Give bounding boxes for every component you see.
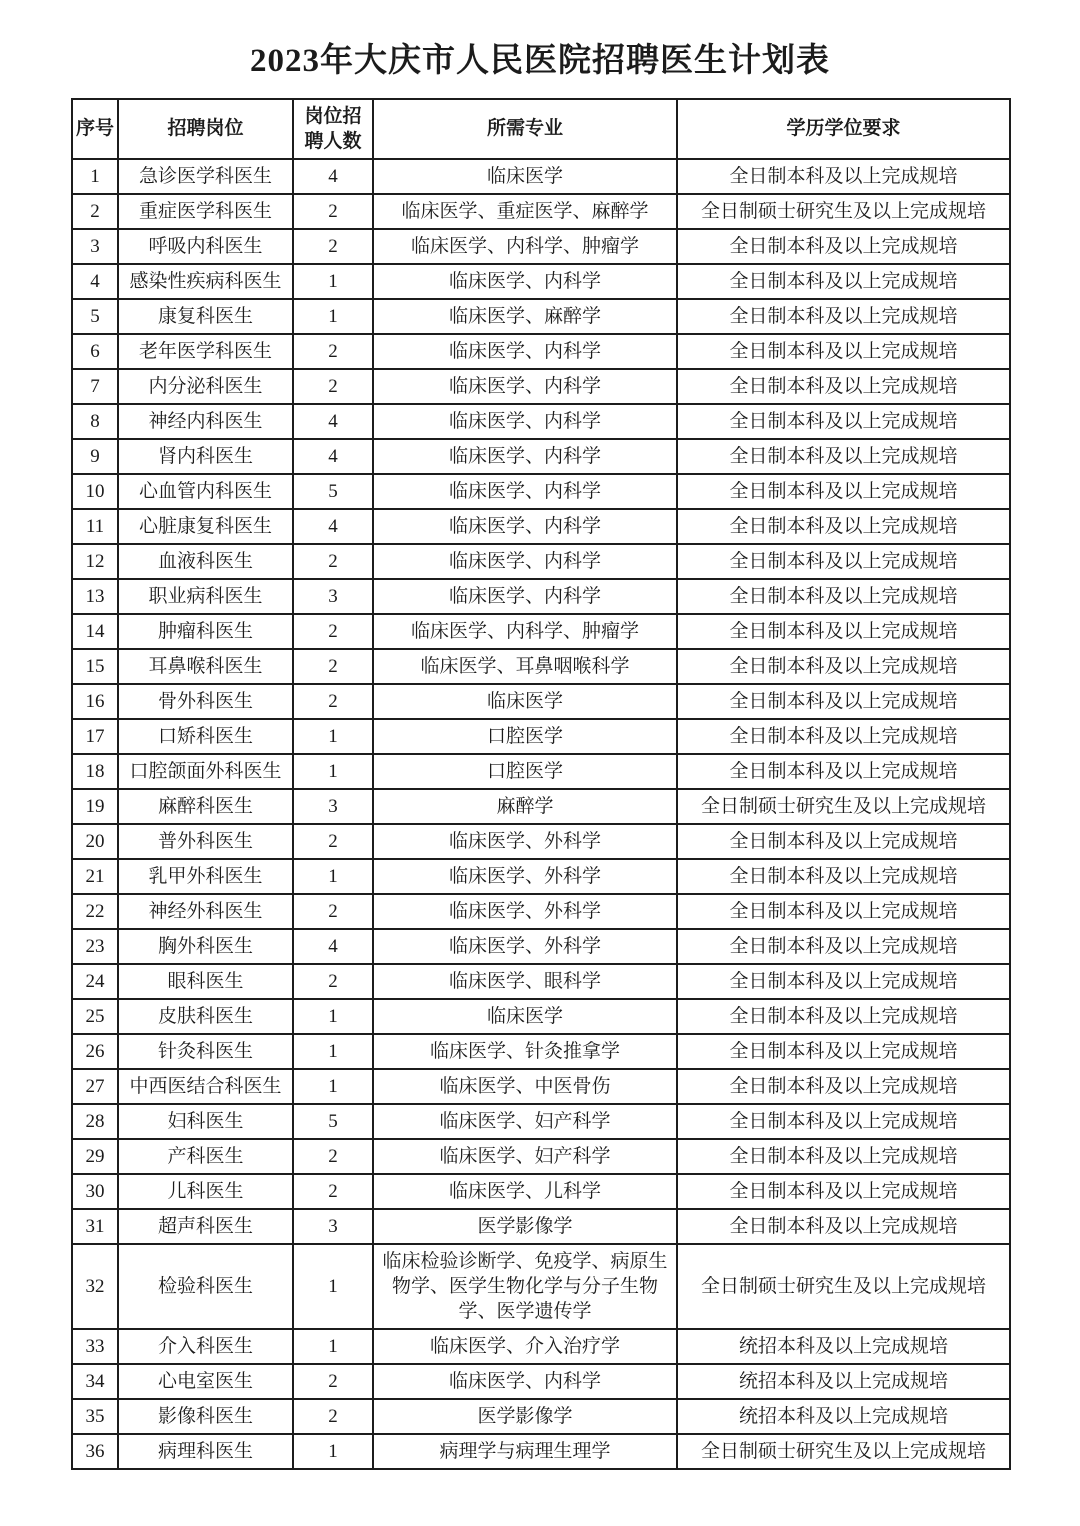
page-title: 2023年大庆市人民医院招聘医生计划表 [250,43,830,79]
cell-position: 针灸科医生 [118,1034,293,1069]
table-row [72,1434,1010,1469]
table-row [72,264,1010,299]
cell-no: 33 [72,1329,118,1364]
table-row [72,334,1010,369]
cell-position: 肿瘤科医生 [118,614,293,649]
cell-requirement: 统招本科及以上完成规培 [677,1329,1010,1364]
cell-major: 临床医学、内科学、肿瘤学 [373,229,677,264]
cell-no: 25 [72,999,118,1034]
cell-requirement: 全日制本科及以上完成规培 [677,299,1010,334]
cell-no: 18 [72,754,118,789]
cell-no: 6 [72,334,118,369]
cell-major: 临床医学、内科学 [373,264,677,299]
cell-count: 2 [293,194,373,229]
cell-major: 麻醉学 [373,789,677,824]
cell-count: 1 [293,264,373,299]
cell-requirement: 全日制本科及以上完成规培 [677,999,1010,1034]
cell-position: 耳鼻喉科医生 [118,649,293,684]
cell-major: 临床医学、内科学 [373,544,677,579]
cell-no: 11 [72,509,118,544]
cell-no: 4 [72,264,118,299]
cell-no: 21 [72,859,118,894]
cell-no: 15 [72,649,118,684]
cell-requirement: 全日制本科及以上完成规培 [677,1069,1010,1104]
cell-count: 2 [293,824,373,859]
cell-no: 26 [72,1034,118,1069]
cell-requirement: 全日制本科及以上完成规培 [677,579,1010,614]
cell-requirement: 全日制硕士研究生及以上完成规培 [677,789,1010,824]
cell-position: 心血管内科医生 [118,474,293,509]
cell-no: 35 [72,1399,118,1434]
cell-no: 16 [72,684,118,719]
cell-position: 呼吸内科医生 [118,229,293,264]
cell-position: 心电室医生 [118,1364,293,1399]
cell-major: 医学影像学 [373,1209,677,1244]
cell-position: 妇科医生 [118,1104,293,1139]
cell-count: 2 [293,649,373,684]
cell-count: 2 [293,1364,373,1399]
table-row [72,719,1010,754]
table-row [72,614,1010,649]
cell-major: 临床医学、内科学 [373,509,677,544]
cell-count: 2 [293,894,373,929]
cell-position: 骨外科医生 [118,684,293,719]
table-row [72,369,1010,404]
cell-requirement: 全日制本科及以上完成规培 [677,859,1010,894]
cell-position: 血液科医生 [118,544,293,579]
cell-no: 22 [72,894,118,929]
cell-major: 临床医学、内科学 [373,404,677,439]
table-row [72,1104,1010,1139]
table-row [72,1209,1010,1244]
table-row [72,1034,1010,1069]
cell-position: 产科医生 [118,1139,293,1174]
cell-no: 1 [72,159,118,194]
table-row [72,1364,1010,1399]
table-row [72,999,1010,1034]
cell-count: 3 [293,789,373,824]
cell-no: 29 [72,1139,118,1174]
cell-no: 5 [72,299,118,334]
cell-position: 内分泌科医生 [118,369,293,404]
header-row [72,99,1010,159]
table-row [72,824,1010,859]
cell-no: 10 [72,474,118,509]
cell-major: 临床医学、妇产科学 [373,1104,677,1139]
table-row [72,1139,1010,1174]
cell-position: 乳甲外科医生 [118,859,293,894]
table-body [72,159,1010,1469]
cell-count: 3 [293,1209,373,1244]
cell-requirement: 全日制本科及以上完成规培 [677,824,1010,859]
cell-count: 2 [293,369,373,404]
cell-position: 中西医结合科医生 [118,1069,293,1104]
cell-requirement: 全日制本科及以上完成规培 [677,684,1010,719]
cell-no: 14 [72,614,118,649]
cell-requirement: 全日制硕士研究生及以上完成规培 [677,1434,1010,1469]
cell-major: 临床医学、麻醉学 [373,299,677,334]
cell-requirement: 全日制本科及以上完成规培 [677,159,1010,194]
cell-requirement: 全日制本科及以上完成规培 [677,509,1010,544]
cell-count: 4 [293,404,373,439]
cell-no: 12 [72,544,118,579]
cell-position: 急诊医学科医生 [118,159,293,194]
cell-no: 23 [72,929,118,964]
cell-major: 临床医学、介入治疗学 [373,1329,677,1364]
cell-requirement: 全日制本科及以上完成规培 [677,404,1010,439]
cell-count: 1 [293,299,373,334]
cell-major: 临床医学、外科学 [373,894,677,929]
cell-requirement: 全日制本科及以上完成规培 [677,544,1010,579]
cell-position: 重症医学科医生 [118,194,293,229]
cell-requirement: 全日制本科及以上完成规培 [677,1139,1010,1174]
cell-no: 30 [72,1174,118,1209]
cell-position: 神经外科医生 [118,894,293,929]
cell-requirement: 全日制本科及以上完成规培 [677,439,1010,474]
cell-position: 肾内科医生 [118,439,293,474]
cell-count: 5 [293,474,373,509]
cell-position: 检验科医生 [118,1244,293,1329]
cell-major: 临床医学 [373,684,677,719]
cell-major: 临床医学、妇产科学 [373,1139,677,1174]
cell-major: 临床医学、外科学 [373,929,677,964]
table-row [72,1244,1010,1329]
cell-major: 临床检验诊断学、免疫学、病原生物学、医学生物化学与分子生物学、医学遗传学 [373,1244,677,1329]
cell-count: 2 [293,1174,373,1209]
cell-count: 2 [293,1399,373,1434]
cell-major: 临床医学、儿科学 [373,1174,677,1209]
cell-requirement: 全日制本科及以上完成规培 [677,1104,1010,1139]
cell-count: 2 [293,1139,373,1174]
table-row [72,929,1010,964]
cell-count: 2 [293,684,373,719]
cell-no: 13 [72,579,118,614]
cell-position: 皮肤科医生 [118,999,293,1034]
table-row [72,789,1010,824]
cell-no: 31 [72,1209,118,1244]
cell-requirement: 全日制本科及以上完成规培 [677,754,1010,789]
cell-no: 8 [72,404,118,439]
header-major: 所需专业 [373,99,677,159]
cell-count: 1 [293,1329,373,1364]
cell-count: 2 [293,964,373,999]
table-row [72,544,1010,579]
cell-major: 口腔医学 [373,754,677,789]
table-row [72,894,1010,929]
table-row [72,754,1010,789]
cell-major: 临床医学、内科学 [373,474,677,509]
cell-count: 1 [293,999,373,1034]
cell-major: 临床医学、内科学 [373,579,677,614]
cell-position: 康复科医生 [118,299,293,334]
cell-position: 老年医学科医生 [118,334,293,369]
cell-position: 胸外科医生 [118,929,293,964]
cell-major: 临床医学、外科学 [373,859,677,894]
cell-no: 34 [72,1364,118,1399]
cell-count: 1 [293,859,373,894]
cell-major: 临床医学 [373,159,677,194]
cell-requirement: 全日制本科及以上完成规培 [677,1174,1010,1209]
table-row [72,1069,1010,1104]
table-row [72,964,1010,999]
table-row [72,159,1010,194]
cell-count: 2 [293,544,373,579]
cell-no: 7 [72,369,118,404]
recruitment-table [71,98,1011,1470]
cell-count: 4 [293,439,373,474]
header-requirement: 学历学位要求 [677,99,1010,159]
cell-major: 临床医学、内科学 [373,1364,677,1399]
cell-requirement: 全日制本科及以上完成规培 [677,229,1010,264]
cell-count: 1 [293,1034,373,1069]
cell-major: 临床医学、中医骨伤 [373,1069,677,1104]
cell-requirement: 全日制本科及以上完成规培 [677,649,1010,684]
table-row [72,229,1010,264]
cell-no: 28 [72,1104,118,1139]
table-row [72,404,1010,439]
cell-requirement: 全日制本科及以上完成规培 [677,369,1010,404]
cell-count: 3 [293,579,373,614]
cell-count: 2 [293,229,373,264]
cell-position: 普外科医生 [118,824,293,859]
cell-no: 20 [72,824,118,859]
cell-major: 口腔医学 [373,719,677,754]
table-row [72,439,1010,474]
cell-position: 口矫科医生 [118,719,293,754]
cell-requirement: 统招本科及以上完成规培 [677,1364,1010,1399]
cell-position: 超声科医生 [118,1209,293,1244]
cell-requirement: 全日制本科及以上完成规培 [677,1209,1010,1244]
cell-position: 介入科医生 [118,1329,293,1364]
table-row [72,684,1010,719]
cell-position: 心脏康复科医生 [118,509,293,544]
cell-position: 麻醉科医生 [118,789,293,824]
cell-major: 临床医学、内科学 [373,369,677,404]
cell-major: 临床医学、重症医学、麻醉学 [373,194,677,229]
cell-count: 1 [293,1434,373,1469]
cell-no: 32 [72,1244,118,1329]
cell-major: 临床医学 [373,999,677,1034]
cell-requirement: 全日制本科及以上完成规培 [677,264,1010,299]
cell-major: 临床医学、内科学 [373,334,677,369]
header-count: 岗位招聘人数 [293,99,373,159]
cell-major: 病理学与病理生理学 [373,1434,677,1469]
table-row [72,649,1010,684]
cell-count: 1 [293,754,373,789]
cell-requirement: 全日制本科及以上完成规培 [677,1034,1010,1069]
cell-major: 临床医学、眼科学 [373,964,677,999]
cell-requirement: 全日制本科及以上完成规培 [677,964,1010,999]
cell-major: 临床医学、耳鼻咽喉科学 [373,649,677,684]
cell-no: 19 [72,789,118,824]
table-row [72,1329,1010,1364]
cell-position: 神经内科医生 [118,404,293,439]
cell-position: 病理科医生 [118,1434,293,1469]
cell-major: 临床医学、外科学 [373,824,677,859]
cell-count: 4 [293,929,373,964]
cell-count: 4 [293,159,373,194]
header-position: 招聘岗位 [118,99,293,159]
cell-no: 2 [72,194,118,229]
cell-no: 27 [72,1069,118,1104]
cell-requirement: 统招本科及以上完成规培 [677,1399,1010,1434]
cell-requirement: 全日制本科及以上完成规培 [677,894,1010,929]
table-row [72,1174,1010,1209]
cell-requirement: 全日制硕士研究生及以上完成规培 [677,1244,1010,1329]
cell-count: 2 [293,614,373,649]
table-row [72,474,1010,509]
cell-requirement: 全日制本科及以上完成规培 [677,719,1010,754]
table-row [72,194,1010,229]
table-row [72,299,1010,334]
cell-major: 临床医学、内科学、肿瘤学 [373,614,677,649]
cell-requirement: 全日制本科及以上完成规培 [677,929,1010,964]
cell-position: 职业病科医生 [118,579,293,614]
cell-count: 1 [293,1244,373,1329]
cell-count: 1 [293,719,373,754]
cell-position: 口腔颌面外科医生 [118,754,293,789]
table-row [72,579,1010,614]
cell-no: 9 [72,439,118,474]
cell-count: 2 [293,334,373,369]
cell-major: 临床医学、内科学 [373,439,677,474]
cell-no: 36 [72,1434,118,1469]
cell-position: 感染性疾病科医生 [118,264,293,299]
header-no: 序号 [72,99,118,159]
cell-requirement: 全日制硕士研究生及以上完成规培 [677,194,1010,229]
cell-no: 17 [72,719,118,754]
cell-requirement: 全日制本科及以上完成规培 [677,474,1010,509]
cell-count: 5 [293,1104,373,1139]
cell-position: 儿科医生 [118,1174,293,1209]
table-row [72,859,1010,894]
cell-position: 眼科医生 [118,964,293,999]
cell-no: 3 [72,229,118,264]
cell-position: 影像科医生 [118,1399,293,1434]
cell-major: 临床医学、针灸推拿学 [373,1034,677,1069]
cell-requirement: 全日制本科及以上完成规培 [677,334,1010,369]
table-row [72,509,1010,544]
cell-requirement: 全日制本科及以上完成规培 [677,614,1010,649]
cell-major: 医学影像学 [373,1399,677,1434]
cell-count: 1 [293,1069,373,1104]
cell-count: 4 [293,509,373,544]
table-row [72,1399,1010,1434]
cell-no: 24 [72,964,118,999]
